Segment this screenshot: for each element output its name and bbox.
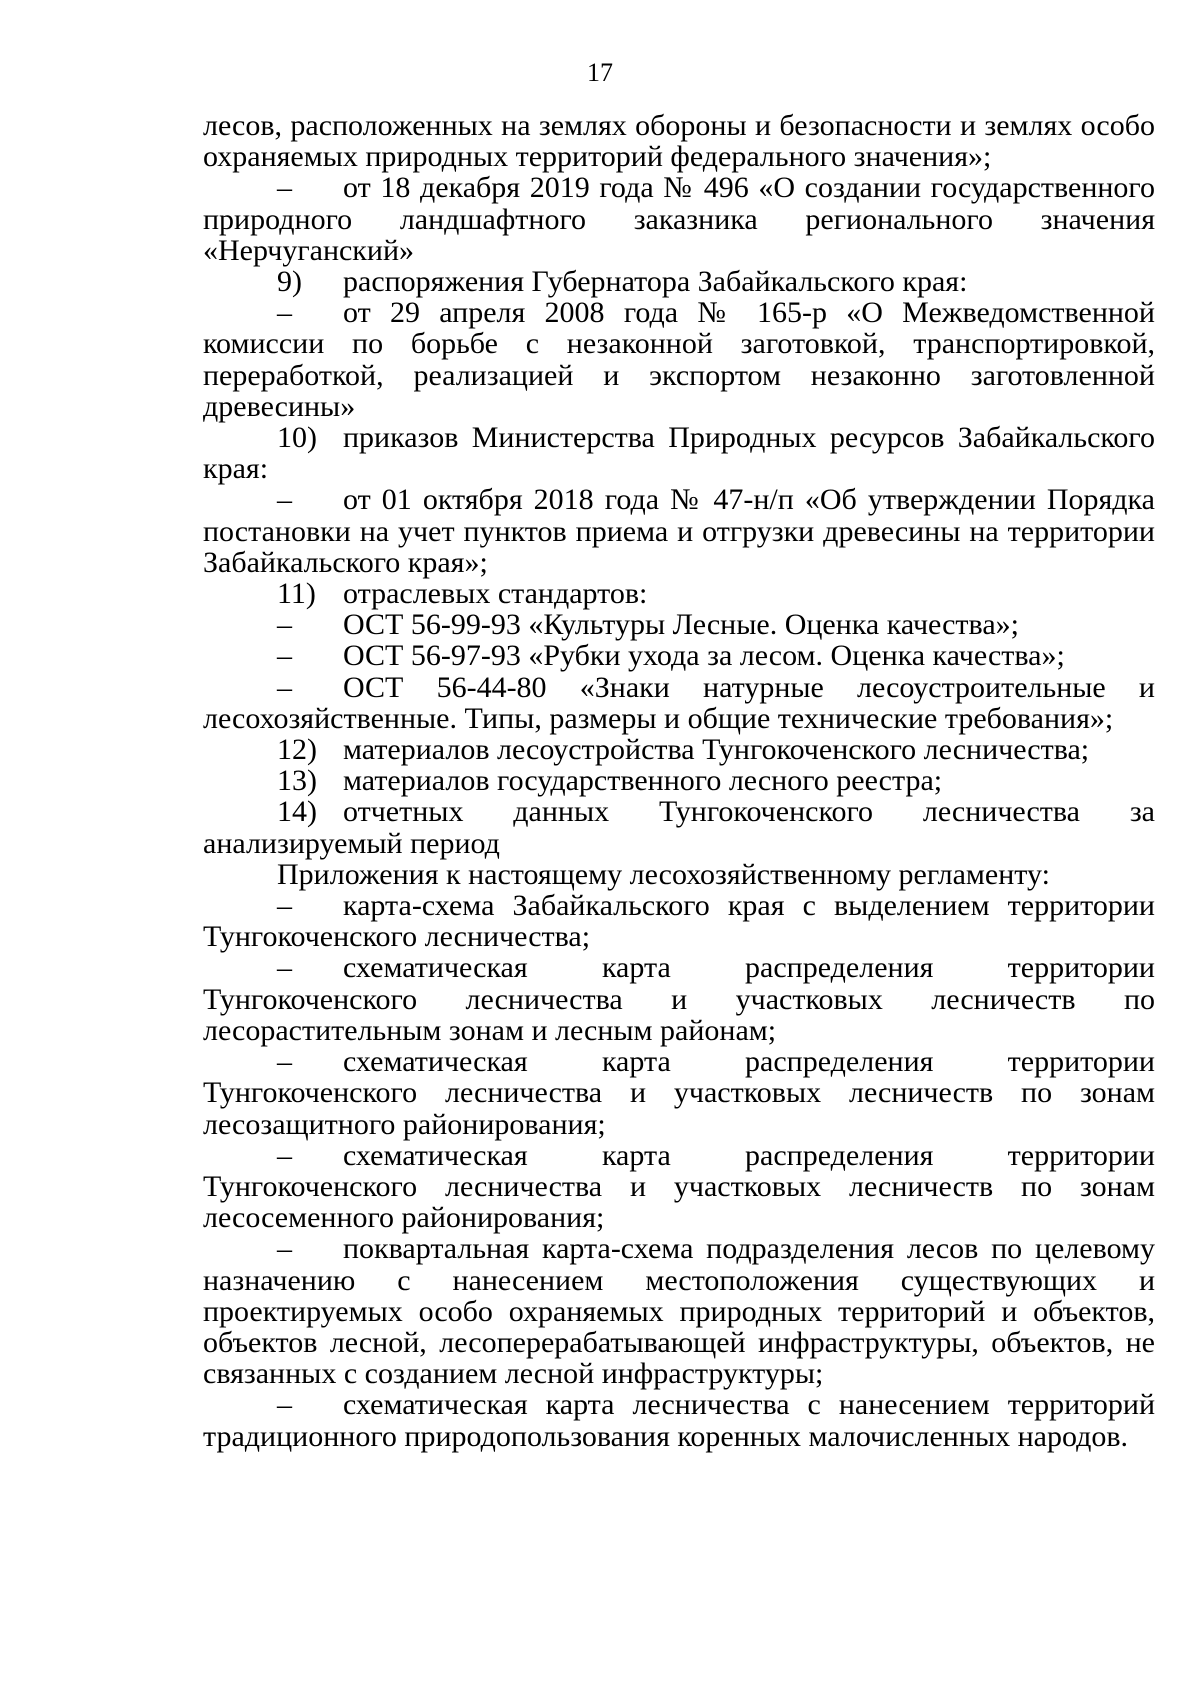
list-dash: – [277,608,292,642]
paragraph-7 [203,578,1155,609]
list-dash: – [277,1138,292,1172]
paragraph-text: схематическая карта распределения территории Тунгокоченского лесничества и участковых лесничеств по зонам лесозащитного районирования; [203,1045,1155,1141]
paragraph-text: приказов Министерства Природных ресурсов Забайкальского края: [203,421,1155,486]
list-number: 12) [277,733,317,767]
paragraph-12 [203,765,1155,796]
list-dash: – [277,889,292,923]
paragraph-text: отраслевых стандартов: [343,577,648,611]
list-dash: – [277,296,292,330]
list-number: 14) [277,795,317,829]
paragraph-text: от 29 апреля 2008 года № 165-р «О Межведомственной комиссии по борьбе с незаконной заготовкой, транспортировкой, переработкой, реализацией и экспортом незаконно заготовленной древесины» [203,296,1155,423]
paragraph-text: ОСТ 56-99-93 «Культуры Лесные. Оценка качества»; [343,608,1019,642]
paragraph-text: Приложения к настоящему лесохозяйственному регламенту: [277,857,1050,891]
paragraph-text: карта-схема Забайкальского края с выделением территории Тунгокоченского лесничества; [203,889,1155,954]
paragraph-8 [203,609,1155,640]
list-dash: – [277,1232,292,1266]
paragraph-text: материалов лесоустройства Тунгокоченского лесничества; [343,733,1090,767]
paragraph-3 [203,266,1155,297]
paragraph-text: от 01 октября 2018 года № 47-н/п «Об утверждении Порядка постановки на учет пунктов приема и отгрузки древесины на территории Забайкальского края»; [203,483,1155,579]
paragraph-16 [203,952,1155,1046]
paragraph-11 [203,734,1155,765]
paragraph-13 [203,796,1155,858]
paragraph-14 [203,859,1155,890]
paragraph-2 [203,172,1155,266]
paragraph-17 [203,1046,1155,1140]
list-number: 13) [277,764,317,798]
list-dash: – [277,670,292,704]
paragraph-text: поквартальная карта-схема подразделения лесов по целевому назначению с нанесением местоположения существующих и проектируемых особо охраняемых природных территорий и объектов, объектов лесной, лесоперерабатывающей инфраструктуры, объектов, не связанных с созданием лесной инфраструктуры; [203,1232,1155,1391]
page-number: 17 [587,58,613,87]
paragraph-text: схематическая карта распределения территории Тунгокоченского лесничества и участковых лесничеств по лесорастительным зонам и лесным районам; [203,951,1155,1047]
list-dash: – [277,951,292,985]
paragraph-15 [203,890,1155,952]
paragraph-text: от 18 декабря 2019 года № 496 «О создании государственного природного ландшафтного заказника регионального значения «Нерчуганский» [203,171,1155,267]
paragraph-text: распоряжения Губернатора Забайкальского края: [343,265,968,299]
paragraph-4 [203,297,1155,422]
list-dash: – [277,639,292,673]
paragraph-text: схематическая карта лесничества с нанесением территорий традиционного природопользования коренных малочисленных народов. [203,1388,1155,1453]
paragraph-18 [203,1140,1155,1234]
paragraph-5 [203,422,1155,484]
paragraph-text: схематическая карта распределения территории Тунгокоченского лесничества и участковых лесничеств по зонам лесосеменного районирования; [203,1138,1155,1235]
paragraph-20 [203,1389,1155,1451]
paragraph-9 [203,640,1155,671]
paragraph-text: отчетных данных Тунгокоченского лесничества за анализируемый период [203,795,1155,860]
list-number: 10) [277,421,317,455]
paragraph-6 [203,484,1155,578]
list-dash: – [277,1045,292,1079]
paragraph-text: ОСТ 56-97-93 «Рубки ухода за лесом. Оценка качества»; [343,639,1065,673]
paragraph-text: ОСТ 56-44-80 «Знаки натурные лесоустроительные и лесохозяйственные. Типы, размеры и общие технические требования»; [203,670,1155,735]
list-dash: – [277,171,292,205]
paragraph-19 [203,1233,1155,1389]
list-dash: – [277,483,292,517]
paragraph-text: лесов, расположенных на землях обороны и безопасности и землях особо охраняемых природных территорий федерального значения»; [203,109,1155,174]
list-dash: – [277,1388,292,1422]
body-text [203,110,1155,1452]
paragraph-10 [203,672,1155,734]
paragraph-text: материалов государственного лесного реестра; [343,764,943,798]
list-number: 11) [277,577,316,611]
paragraph-1 [203,110,1155,172]
list-number: 9) [277,265,302,299]
